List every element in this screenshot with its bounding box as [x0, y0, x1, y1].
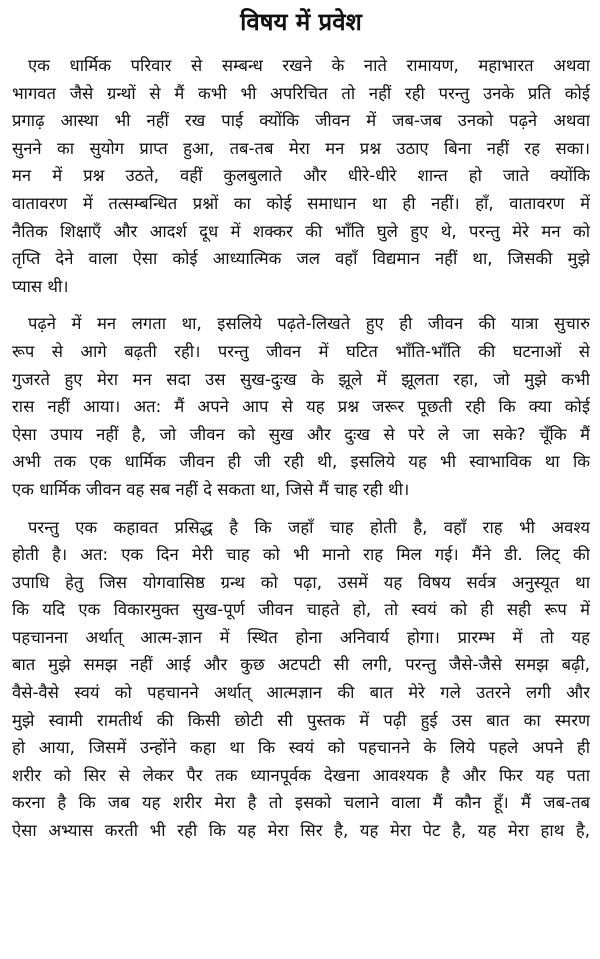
- text-line: गुजरते हुए मेरा मन सदा उस सुख-दुःख के झूले में झूलता रहा, जो मुझे कभी: [12, 369, 590, 389]
- text-line: पहचानना अर्थात् आत्म-ज्ञान में स्थित होना अनिवार्य होगा। प्रारम्भ में तो यह: [12, 627, 590, 647]
- paragraph-1: [12, 52, 590, 300]
- text-line: वातावरण में तत्सम्बन्धित प्रश्नों का कोई समाधान था ही नहीं। हाँ, वातावरण में: [12, 193, 590, 213]
- page-title: विषय में प्रवेश: [240, 8, 362, 36]
- text-line: परन्तु एक कहावत प्रसिद्ध है कि जहाँ चाह होती है, वहाँ राह भी अवश्य: [28, 517, 590, 537]
- text-line: पढ़ने में मन लगता था, इसलिये पढ़ते-लिखते हुए ही जीवन की यात्रा सुचारु: [28, 314, 590, 334]
- text-line: कि यदि एक विकारमुक्त सुख-पूर्ण जीवन चाहते हो, तो स्वयं को ही सही रूप में: [12, 600, 590, 620]
- text-line: करना है कि जब यह शरीर मेरा है तो इसको चलाने वाला मैं कौन हूँ। मैं जब-तब: [12, 793, 590, 813]
- text-line: सुनने का सुयोग प्राप्त हुआ, तब-तब मेरा मन प्रश्न उठाए बिना नहीं रह सका।: [12, 138, 590, 158]
- paragraph-3: [12, 514, 590, 845]
- paragraph-2: [12, 310, 590, 503]
- text-line: रूप से आगे बढ़ती रही। परन्तु जीवन में घटित भाँति-भाँति की घटनाओं से: [12, 341, 590, 361]
- text-line: एक धार्मिक परिवार से सम्बन्ध रखने के नाते रामायण, महाभारत अथवा: [28, 56, 590, 75]
- text-line: हो आया, जिसमें उन्होंने कहा था कि स्वयं को पहचानने के लिये पहले अपने ही: [12, 738, 590, 758]
- text-line: प्रगाढ़ आस्था भी नहीं रख पाई क्योंकि जीवन में जब-जब उनको पढ़ने अथवा: [12, 111, 590, 131]
- text-line: अभी तक एक धार्मिक जीवन ही जी रही थी, इसलिये यह भी स्वाभाविक था कि: [12, 452, 590, 472]
- text-line: रास नहीं आया। अत: मैं अपने आप से यह प्रश्न जरूर पूछती रही कि क्या कोई: [12, 397, 590, 417]
- text-line: प्यास थी।: [12, 276, 69, 296]
- text-line: होती है। अत: एक दिन मेरी चाह को भी मानो राह मिल गई। मैंने डी. लिट् की: [12, 545, 590, 565]
- text-line: नैतिक शिक्षाएँ और आदर्श दूध में शक्कर की भाँति घुले हुए थे, परन्तु मेरे मन को: [12, 221, 590, 241]
- text-line: ऐसा उपाय नहीं है, जो जीवन को सुख और दुःख से परे ले जा सके? चूँकि मैं: [12, 424, 590, 444]
- text-line: भागवत जैसे ग्रन्थों से मैं कभी भी अपरिचित तो नहीं रही परन्तु उनके प्रति कोई: [12, 83, 590, 103]
- text-line: मन में प्रश्न उठते, वहीं कुलबुलाते और धीरे-धीरे शान्त हो जाते क्योंकि: [12, 166, 590, 186]
- text-line: मुझे स्वामी रामतीर्थ की किसी छोटी सी पुस्तक में पढ़ी हुई उस बात का स्मरण: [12, 710, 590, 730]
- text-line: वैसे-वैसे स्वयं को पहचानने अर्थात् आत्मज्ञान की बात मेरे गले उतरने लगी और: [12, 683, 590, 703]
- text-line: शरीर को सिर से लेकर पैर तक ध्यानपूर्वक देखना आवश्यक है और फिर यह पता: [12, 765, 590, 785]
- text-line: उपाधि हेतु जिस योगवासिष्ठ ग्रन्थ को पढ़ा, उसमें यह विषय सर्वत्र अनुस्यूत था: [12, 572, 590, 592]
- text-line: ऐसा अभ्यास करती भी रही कि यह मेरा सिर है, यह मेरा पेट है, यह मेरा हाथ है,: [12, 821, 590, 841]
- text-line: बात मुझे समझ नहीं आई और कुछ अटपटी सी लगी, परन्तु जैसे-जैसे समझ बढ़ी,: [12, 655, 590, 675]
- text-line: तृप्ति देने वाला ऐसा कोई आध्यात्मिक जल वहाँ विद्यमान नहीं था, जिसकी मुझे: [12, 249, 590, 269]
- text-line: एक धार्मिक जीवन वह सब नहीं दे सकता था, जिसे मैं चाह रही थी।: [12, 479, 410, 499]
